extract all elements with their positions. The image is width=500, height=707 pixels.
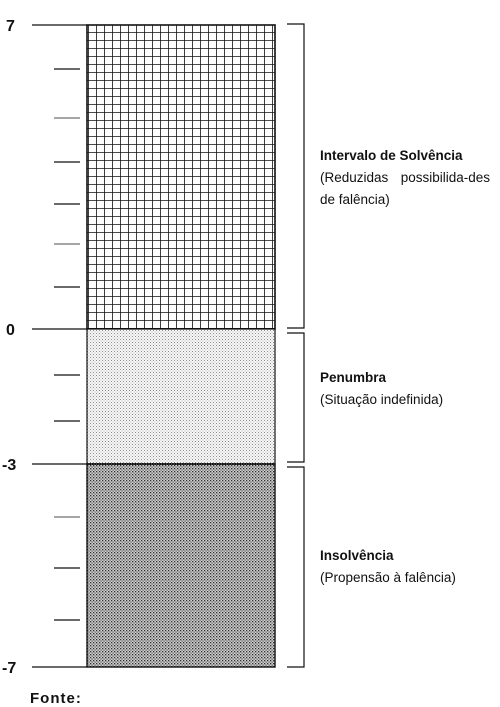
minor-ticks	[54, 69, 80, 620]
band-penumbra	[87, 329, 275, 464]
tick-label-7: 7	[6, 18, 15, 35]
band-insolvency	[87, 464, 275, 667]
tick-label-neg3: -3	[2, 457, 17, 474]
region-title-insolvency: Insolvência	[320, 548, 394, 563]
bracket-solvency	[287, 24, 304, 328]
tick-label-neg7: -7	[2, 660, 17, 677]
bracket-insolvency	[287, 467, 304, 667]
region-desc-penumbra: (Situação indefinida)	[320, 392, 444, 407]
region-title-penumbra: Penumbra	[320, 370, 387, 385]
footer-cut-text: Fonte:	[30, 690, 82, 707]
region-label-penumbra	[320, 367, 498, 411]
tick-label-0: 0	[6, 322, 15, 339]
region-label-solvency	[320, 145, 498, 211]
bracket-penumbra	[287, 333, 304, 462]
region-label-insolvency	[320, 545, 498, 589]
region-desc-insolvency: (Propensão à falência)	[320, 570, 456, 585]
band-solvency	[87, 25, 275, 329]
region-title-solvency: Intervalo de Solvência	[320, 148, 463, 163]
region-desc-solvency: (Reduzidas possibilida-des de falência)	[320, 170, 490, 207]
